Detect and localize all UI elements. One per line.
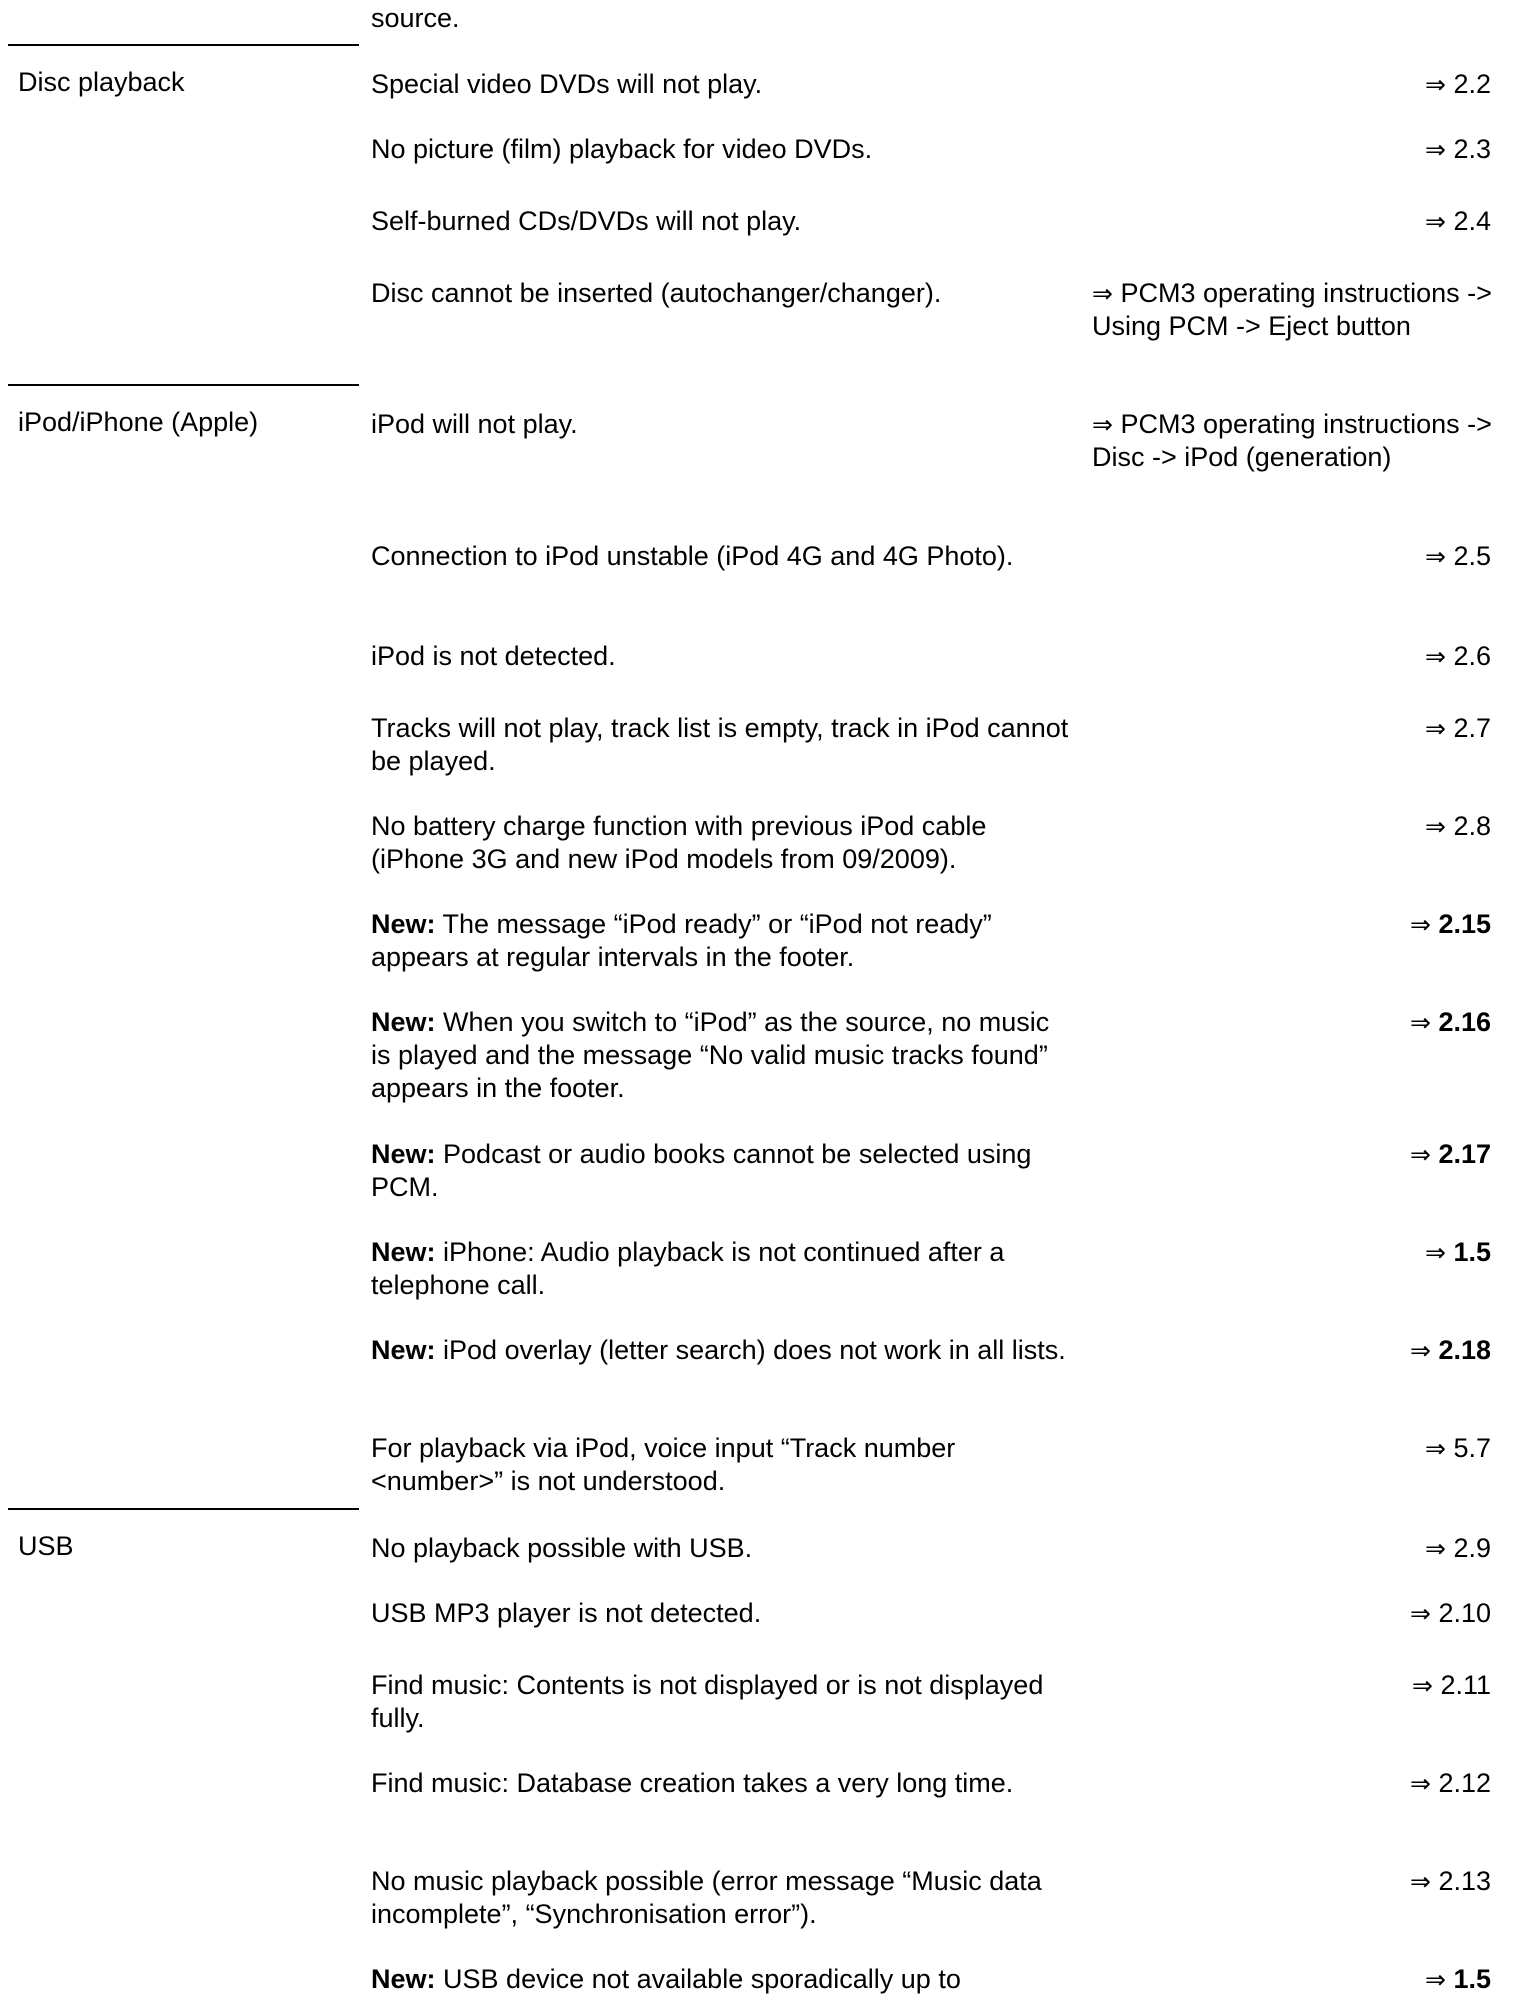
issue-description: Special video DVDs will not play. [371, 69, 763, 99]
reference: ⇒ PCM3 operating instructions -> Using PCM -> Eject button [1092, 278, 1492, 341]
arrow-icon: ⇒ [1092, 279, 1113, 308]
arrow-icon: ⇒ [1409, 1336, 1431, 1365]
arrow-icon: ⇒ [1424, 642, 1446, 671]
issue-description: No playback possible with USB. [371, 1533, 753, 1563]
new-label: New: [371, 1335, 436, 1365]
reference: ⇒ 2.4 [1424, 206, 1491, 236]
issue-description: Tracks will not play, track list is empty, track in iPod cannot be played. [371, 713, 1069, 776]
issue-description: New: USB device not available sporadically up to [371, 1964, 961, 1994]
reference: ⇒ 5.7 [1424, 1433, 1491, 1463]
section-divider [8, 384, 359, 386]
new-label: New: [371, 1007, 436, 1037]
arrow-icon: ⇒ [1424, 135, 1446, 164]
arrow-icon: ⇒ [1424, 542, 1446, 571]
arrow-icon: ⇒ [1424, 1238, 1446, 1267]
reference: ⇒ 2.11 [1411, 1670, 1491, 1700]
reference: ⇒ 2.8 [1424, 811, 1491, 841]
section-label: Disc playback [18, 67, 185, 97]
arrow-icon: ⇒ [1424, 70, 1446, 99]
section-label: iPod/iPhone (Apple) [18, 407, 259, 437]
arrow-icon: ⇒ [1424, 1965, 1446, 1994]
issue-description: New: When you switch to “iPod” as the source, no music is played and the message “No valid music tracks found” appears in the footer. [371, 1007, 1050, 1103]
issue-description: New: The message “iPod ready” or “iPod not ready” appears at regular intervals in the footer. [371, 909, 992, 972]
reference: ⇒ 2.6 [1424, 641, 1491, 671]
arrow-icon: ⇒ [1424, 812, 1446, 841]
issue-description: No music playback possible (error message “Music data incomplete”, “Synchronisation error”). [371, 1866, 1042, 1929]
arrow-icon: ⇒ [1424, 1534, 1446, 1563]
issue-description: Disc cannot be inserted (autochanger/changer). [371, 278, 942, 308]
arrow-icon: ⇒ [1424, 714, 1446, 743]
reference: ⇒ 2.3 [1424, 134, 1491, 164]
issue-description: Find music: Database creation takes a very long time. [371, 1768, 1014, 1798]
reference: ⇒ 1.5 [1424, 1964, 1491, 1994]
arrow-icon: ⇒ [1409, 1769, 1431, 1798]
issue-description: iPod will not play. [371, 409, 578, 439]
issue-description: Connection to iPod unstable (iPod 4G and 4G Photo). [371, 541, 1014, 571]
section-divider [8, 1508, 359, 1510]
arrow-icon: ⇒ [1409, 1140, 1431, 1169]
reference: ⇒ 2.5 [1424, 541, 1491, 571]
arrow-icon: ⇒ [1092, 410, 1113, 439]
arrow-icon: ⇒ [1411, 1671, 1433, 1700]
issue-description: iPod is not detected. [371, 641, 616, 671]
reference: ⇒ 2.15 [1409, 909, 1491, 939]
continuation-text: source. [371, 3, 460, 33]
reference: ⇒ 2.16 [1409, 1007, 1491, 1037]
new-label: New: [371, 1237, 436, 1267]
arrow-icon: ⇒ [1409, 910, 1431, 939]
reference: ⇒ 1.5 [1424, 1237, 1491, 1267]
arrow-icon: ⇒ [1409, 1867, 1431, 1896]
reference: ⇒ 2.10 [1409, 1598, 1491, 1628]
issue-description: New: iPod overlay (letter search) does not work in all lists. [371, 1335, 1066, 1365]
reference: ⇒ 2.7 [1424, 713, 1491, 743]
section-label: USB [18, 1531, 74, 1561]
reference: ⇒ 2.9 [1424, 1533, 1491, 1563]
reference: ⇒ 2.17 [1409, 1139, 1491, 1169]
new-label: New: [371, 1139, 436, 1169]
new-label: New: [371, 1964, 436, 1994]
issue-description: Find music: Contents is not displayed or is not displayed fully. [371, 1670, 1044, 1733]
issue-description: For playback via iPod, voice input “Track number <number>” is not understood. [371, 1433, 956, 1496]
issue-description: Self-burned CDs/DVDs will not play. [371, 206, 802, 236]
arrow-icon: ⇒ [1424, 1434, 1446, 1463]
issue-description: No battery charge function with previous iPod cable (iPhone 3G and new iPod models from 09/2009). [371, 811, 987, 874]
arrow-icon: ⇒ [1409, 1599, 1431, 1628]
issue-description: No picture (film) playback for video DVDs. [371, 134, 873, 164]
issue-description: USB MP3 player is not detected. [371, 1598, 762, 1628]
issue-description: New: iPhone: Audio playback is not continued after a telephone call. [371, 1237, 1005, 1300]
issue-description: New: Podcast or audio books cannot be selected using PCM. [371, 1139, 1032, 1202]
section-divider [8, 44, 359, 46]
arrow-icon: ⇒ [1424, 207, 1446, 236]
reference: ⇒ 2.13 [1409, 1866, 1491, 1896]
new-label: New: [371, 909, 436, 939]
reference: ⇒ 2.18 [1409, 1335, 1491, 1365]
arrow-icon: ⇒ [1409, 1008, 1431, 1037]
reference: ⇒ 2.2 [1424, 69, 1491, 99]
reference: ⇒ PCM3 operating instructions -> Disc -> iPod (generation) [1092, 409, 1492, 472]
reference: ⇒ 2.12 [1409, 1768, 1491, 1798]
